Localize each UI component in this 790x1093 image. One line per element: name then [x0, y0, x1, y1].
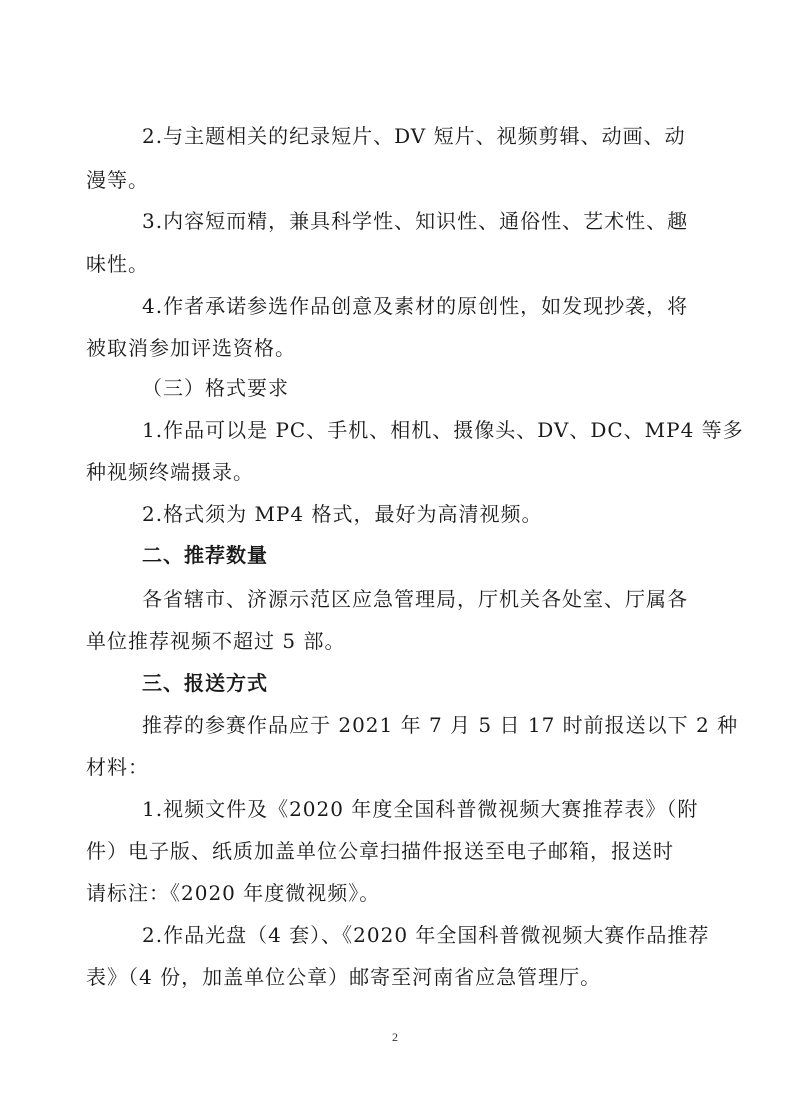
text-line: 1.视频文件及《2020 年度全国科普微视频大赛推荐表》（附 — [142, 797, 699, 821]
text-line: 3.内容短而精，兼具科学性、知识性、通俗性、艺术性、趣 — [142, 209, 689, 233]
text-line: 4.作者承诺参选作品创意及素材的原创性，如发现抄袭，将 — [142, 294, 689, 318]
section-subheading: （三）格式要求 — [142, 376, 289, 400]
text-line: 推荐的参赛作品应于 2021 年 7 月 5 日 17 时前报送以下 2 种 — [142, 713, 739, 737]
text-line: 被取消参加评选资格。 — [86, 336, 296, 360]
text-line: 味性。 — [86, 252, 149, 276]
text-line: 2.格式须为 MP4 格式，最好为高清视频。 — [142, 502, 543, 526]
text-line: 2.与主题相关的纪录短片、DV 短片、视频剪辑、动画、动 — [142, 124, 686, 148]
section-heading: 二、推荐数量 — [142, 543, 268, 567]
text-line: 各省辖市、济源示范区应急管理局，厅机关各处室、厅属各 — [142, 587, 688, 611]
text-line: 单位推荐视频不超过 5 部。 — [86, 629, 346, 653]
text-line: 2.作品光盘（4 套）、《2020 年全国科普微视频大赛作品推荐 — [142, 923, 710, 947]
text-line: 件）电子版、纸质加盖单位公章扫描件报送至电子邮箱，报送时 — [86, 839, 674, 863]
text-line: 漫等。 — [86, 168, 149, 192]
text-line: 表》（4 份，加盖单位公章）邮寄至河南省应急管理厅。 — [86, 965, 602, 989]
text-line: 1.作品可以是 PC、手机、相机、摄像头、DV、DC、MP4 等多 — [142, 418, 744, 442]
text-line: 种视频终端摄录。 — [86, 460, 254, 484]
page-number: 2 — [392, 1030, 398, 1044]
section-heading: 三、报送方式 — [142, 671, 268, 695]
text-line: 请标注：《2020 年度微视频》。 — [86, 881, 381, 905]
text-line: 材料： — [86, 755, 149, 779]
